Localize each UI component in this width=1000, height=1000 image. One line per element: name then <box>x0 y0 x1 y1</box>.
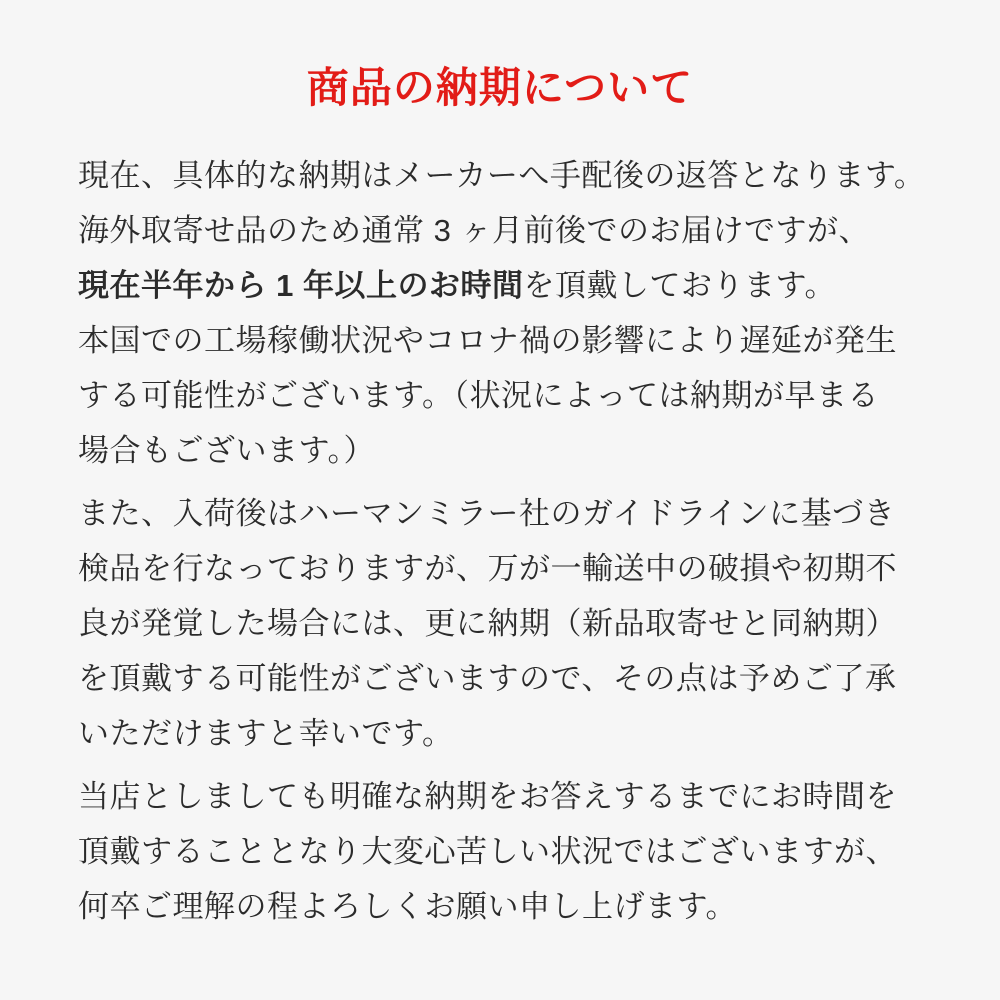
body-line: 海外取寄せ品のため通常 3 ヶ月前後でのお届けですが、 <box>78 213 870 249</box>
body-line: を頂戴する可能性がございますので、その点は予めご了承 <box>78 661 897 697</box>
body-line: 良が発覚した場合には、更に納期（新品取寄せと同納期） <box>78 606 897 642</box>
body-line: いただけますと幸いです。 <box>78 716 454 752</box>
body-line: する可能性がございます。（状況によっては納期が早まる <box>78 378 880 414</box>
body-line-normal-part: を頂戴しております。 <box>523 268 836 304</box>
body-line: また、入荷後はハーマンミラー社のガイドラインに基づき <box>78 496 896 532</box>
paragraph <box>78 486 922 761</box>
paragraph <box>78 769 922 934</box>
body-line: 何卒ご理解の程よろしくお願い申し上げます。 <box>78 889 738 925</box>
body-line: 現在、具体的な納期はメーカーへ手配後の返答となります。 <box>78 158 926 194</box>
body-line: 頂戴することとなり大変心苦しい状況ではございますが、 <box>78 834 897 870</box>
page-title: 商品の納期について <box>306 64 694 111</box>
body-line: 場合もございます。） <box>78 433 376 469</box>
body-line <box>78 258 922 313</box>
body-line: 検品を行なっておりますが、万が一輸送中の破損や初期不 <box>78 551 897 587</box>
body-line: 本国での工場稼働状況やコロナ禍の影響により遅延が発生 <box>78 323 897 359</box>
body-line: 当店としましても明確な納期をお答えするまでにお時間を <box>78 779 897 815</box>
paragraph <box>78 148 926 478</box>
body-line-bold-emphasis: 現在半年から 1 年以上のお時間 <box>78 268 524 304</box>
